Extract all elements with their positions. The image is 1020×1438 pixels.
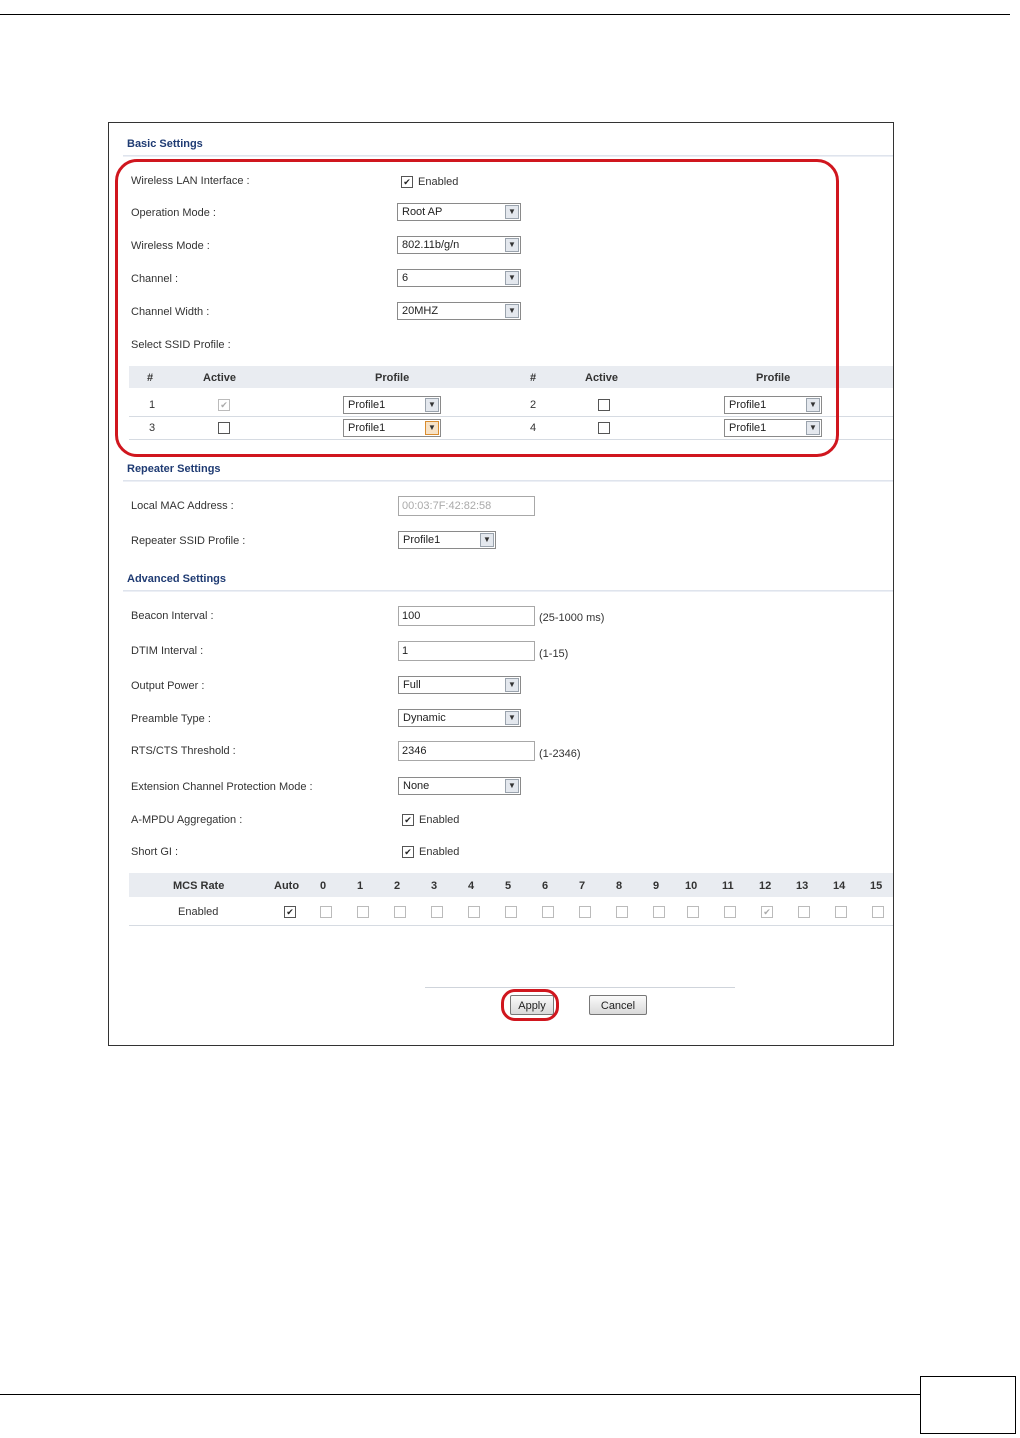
dtim-interval-input[interactable] [398, 641, 535, 661]
chevron-down-icon: ▼ [505, 711, 519, 725]
channel-value: 6 [402, 272, 409, 284]
mcs-checkbox [724, 906, 736, 918]
highlight-outline [115, 159, 839, 457]
basic-settings-title: Basic Settings [127, 138, 203, 150]
mcs-checkbox [872, 906, 884, 918]
ssid-row-number: 2 [530, 399, 537, 411]
mcs-checkbox [579, 906, 591, 918]
ssid-profile-value: Profile1 [348, 399, 386, 411]
mcs-checkbox: ✔ [761, 906, 773, 918]
dtim-interval-hint: (1-15) [539, 648, 569, 660]
rts-cts-hint: (1-2346) [539, 748, 581, 760]
mcs-auto-header: Auto [274, 880, 300, 892]
mcs-enabled-row-label: Enabled [178, 906, 219, 918]
chevron-down-icon: ▼ [480, 533, 494, 547]
beacon-interval-input[interactable] [398, 606, 535, 626]
mcs-index: 3 [431, 880, 438, 892]
short-gi-checkbox[interactable]: ✔ [402, 846, 414, 858]
ampdu-enabled-label: Enabled [419, 814, 460, 826]
operation-mode-value: Root AP [402, 206, 443, 218]
chevron-down-icon: ▼ [505, 678, 519, 692]
ssid-row-number: 1 [149, 399, 156, 411]
mcs-rate-header: MCS Rate [173, 880, 225, 892]
ext-channel-protection-select[interactable] [398, 777, 521, 795]
mcs-checkbox [394, 906, 406, 918]
local-mac-field [398, 496, 535, 516]
button-bar-divider [425, 987, 735, 988]
chevron-down-icon: ▼ [505, 779, 519, 793]
section-divider [123, 590, 893, 592]
beacon-interval-value: 100 [402, 610, 421, 622]
mcs-checkbox [798, 906, 810, 918]
mcs-checkbox [357, 906, 369, 918]
col-profile: Profile [375, 372, 410, 384]
ampdu-enabled-checkbox[interactable]: ✔ [402, 814, 414, 826]
mcs-checkbox [687, 906, 699, 918]
mcs-index: 13 [796, 880, 809, 892]
page-bottom-rule [0, 1394, 920, 1395]
preamble-type-label: Preamble Type : [131, 713, 211, 725]
rts-cts-label: RTS/CTS Threshold : [131, 745, 236, 757]
preamble-type-value: Dynamic [403, 712, 446, 724]
preamble-type-select[interactable] [398, 709, 521, 727]
repeater-ssid-select[interactable] [398, 531, 496, 549]
ssid-profile-value: Profile1 [348, 422, 386, 434]
mcs-checkbox [505, 906, 517, 918]
mcs-index: 8 [616, 880, 623, 892]
channel-width-label: Channel Width : [131, 306, 210, 318]
select-ssid-profile-label: Select SSID Profile : [131, 339, 231, 351]
ssid-profile-value: Profile1 [729, 399, 767, 411]
chevron-down-icon: ▼ [505, 271, 519, 285]
wlan-interface-label: Wireless LAN Interface : [131, 175, 250, 187]
ssid-row-number: 3 [149, 422, 156, 434]
mcs-checkbox [468, 906, 480, 918]
repeater-settings-title: Repeater Settings [127, 463, 221, 475]
ext-channel-protection-value: None [403, 780, 430, 792]
mcs-index: 15 [870, 880, 883, 892]
advanced-settings-title: Advanced Settings [127, 573, 227, 585]
ssid-active-checkbox: ✔ [218, 399, 230, 411]
mcs-index: 6 [542, 880, 549, 892]
col-number: # [530, 372, 537, 384]
chevron-down-icon: ▼ [806, 398, 820, 412]
col-profile: Profile [756, 372, 791, 384]
mcs-index: 11 [722, 880, 734, 892]
ampdu-aggregation-label: A-MPDU Aggregation : [131, 814, 243, 826]
output-power-label: Output Power : [131, 680, 205, 692]
mcs-index: 10 [685, 880, 698, 892]
mcs-checkbox [320, 906, 332, 918]
beacon-interval-label: Beacon Interval : [131, 610, 214, 622]
mcs-index: 5 [505, 880, 512, 892]
output-power-value: Full [403, 679, 421, 691]
mcs-checkbox [431, 906, 443, 918]
mcs-checkbox [653, 906, 665, 918]
operation-mode-label: Operation Mode : [131, 207, 216, 219]
mcs-index: 9 [653, 880, 660, 892]
short-gi-enabled-label: Enabled [419, 846, 460, 858]
dtim-interval-value: 1 [402, 645, 409, 657]
wlan-enabled-checkbox[interactable]: ✔ [401, 176, 413, 188]
col-active: Active [585, 372, 619, 384]
mcs-index: 0 [320, 880, 327, 892]
chevron-down-icon: ▼ [505, 238, 519, 252]
section-divider [123, 480, 893, 482]
chevron-down-icon: ▼ [505, 304, 519, 318]
ssid-row-number: 4 [530, 422, 537, 434]
channel-width-value: 20MHZ [402, 305, 439, 317]
rts-cts-value: 2346 [402, 745, 427, 757]
chevron-down-icon: ▼ [425, 398, 439, 412]
beacon-interval-hint: (25-1000 ms) [539, 612, 605, 624]
highlight-outline [501, 989, 559, 1021]
row-divider [129, 925, 893, 926]
local-mac-label: Local MAC Address : [131, 500, 234, 512]
ext-channel-protection-label: Extension Channel Protection Mode : [131, 781, 313, 793]
local-mac-value: 00:03:7F:42:82:58 [402, 500, 492, 512]
ssid-profile-value: Profile1 [729, 422, 767, 434]
repeater-ssid-label: Repeater SSID Profile : [131, 535, 246, 547]
mcs-index: 12 [759, 880, 772, 892]
cancel-button[interactable]: Cancel [589, 995, 647, 1015]
page-number-box [920, 1376, 1016, 1434]
mcs-index: 7 [579, 880, 586, 892]
mcs-index: 2 [394, 880, 401, 892]
wireless-mode-label: Wireless Mode : [131, 240, 210, 252]
mcs-checkbox [616, 906, 628, 918]
output-power-select[interactable] [398, 676, 521, 694]
chevron-down-icon: ▼ [505, 205, 519, 219]
page-top-rule [0, 14, 1010, 15]
col-number: # [147, 372, 154, 384]
channel-label: Channel : [131, 273, 179, 285]
wireless-settings-screenshot [108, 122, 894, 1046]
chevron-down-icon: ▼ [806, 421, 820, 435]
rts-cts-input[interactable] [398, 741, 535, 761]
apply-button[interactable]: Apply [510, 995, 554, 1015]
mcs-auto-checkbox[interactable]: ✔ [284, 906, 296, 918]
col-active: Active [203, 372, 237, 384]
short-gi-label: Short GI : [131, 846, 179, 858]
wlan-enabled-label: Enabled [418, 176, 459, 188]
dtim-interval-label: DTIM Interval : [131, 645, 204, 657]
mcs-checkbox [542, 906, 554, 918]
section-divider [123, 155, 893, 157]
mcs-index: 1 [357, 880, 364, 892]
mcs-index: 14 [833, 880, 846, 892]
mcs-index: 4 [468, 880, 475, 892]
repeater-ssid-value: Profile1 [403, 534, 441, 546]
mcs-checkbox [835, 906, 847, 918]
wireless-mode-value: 802.11b/g/n [402, 239, 460, 251]
chevron-down-icon: ▼ [425, 421, 439, 435]
